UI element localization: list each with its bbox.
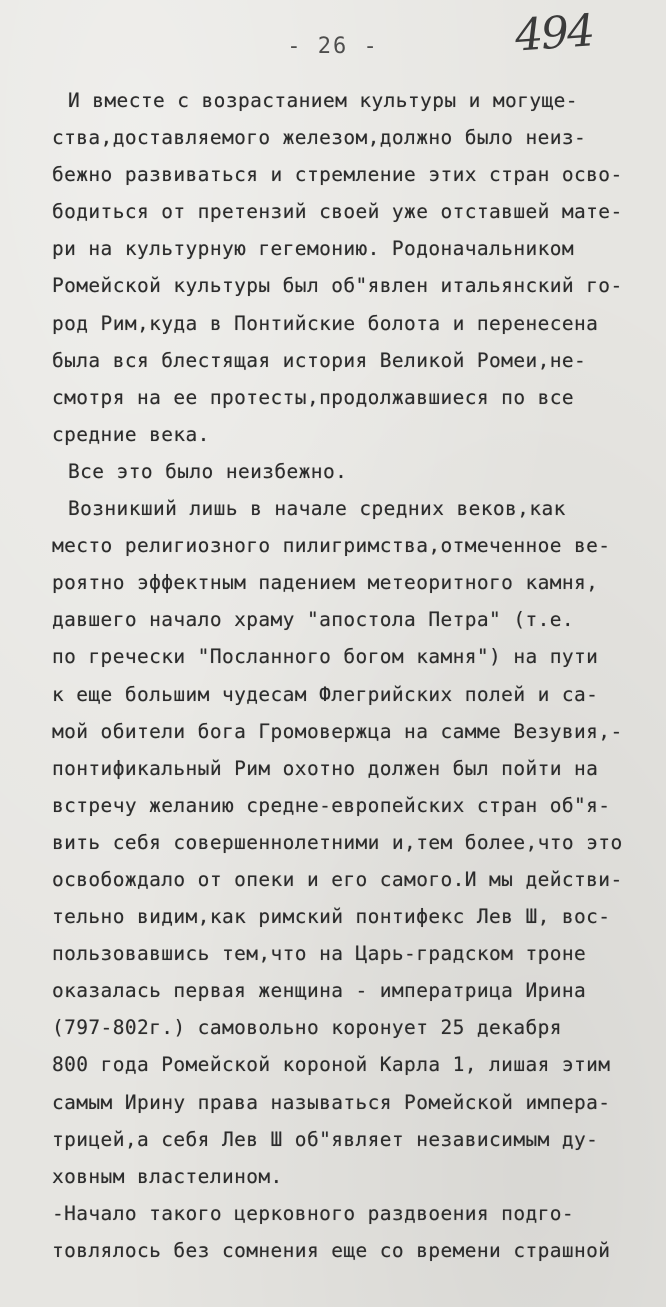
text-line: давшего начало храму "апостола Петра" (т.е. [52,608,575,632]
text-line: место религиозного пилигримства,отмеченное ве- [52,534,611,558]
text-line: оказалась первая женщина - императрица Ирина [52,979,587,1003]
text-line: бежно развиваться и стремление этих стран осво- [52,163,623,187]
text-line: Возникший лишь в начале средних веков,как [68,497,566,521]
text-line: понтификальный Рим охотно должен был пойти на [52,756,599,780]
text-line: пользовавшись тем,что на Царь-градском троне [52,942,587,966]
text-line: трицей,а себя Лев Ш об"являет независимым ду- [52,1127,599,1151]
text-line: бодиться от претензий своей уже отставшей мате- [52,200,623,224]
text-line: мой обители бога Громовержца на самме Везувия,- [52,719,623,743]
page-number: - 26 - [287,34,379,59]
text-line: род Рим,куда в Понтийские болота и перенесена [52,311,599,335]
text-line: Все это было неизбежно. [68,459,348,483]
text-line: вить себя совершеннолетними и,тем более,что это [52,830,623,854]
text-line: освобождало от опеки и его самого.И мы действи- [52,867,623,891]
handwritten-archive-number: 494 [513,5,595,62]
text-line: ства,доставляемого железом,должно было неиз- [52,126,587,150]
body-text [52,82,652,1269]
text-line: (797-802г.) самовольно коронует 25 декабря [52,1016,562,1040]
text-line: товлялось без сомнения еще со времени страшной [52,1238,611,1262]
text-line: к еще большим чудесам Флегрийских полей и са- [52,682,599,706]
text-line: тельно видим,как римский понтифекс Лев Ш, вос- [52,905,611,929]
text-line: 800 года Ромейской короной Карла 1, лишая этим [52,1053,611,1077]
text-line: смотря на ее протесты,продолжавшиеся по все [52,385,575,409]
text-line: -Начало такого церковного раздвоения подго- [52,1201,575,1225]
text-line: ховным властелином. [52,1164,283,1188]
text-line: Ромейской культуры был об"явлен итальянский го- [52,274,623,298]
text-line: по гречески "Посланного богом камня") на пути [52,645,599,669]
text-line: самым Ирину права называться Ромейской импера- [52,1090,611,1114]
text-line: средние века. [52,422,210,446]
text-line: ри на культурную гегемонию. Родоначальником [52,237,575,261]
text-line: роятно эффектным падением метеоритного камня, [52,571,599,595]
text-line: встречу желанию средне-европейских стран об"я- [52,793,611,817]
text-line: была вся блестящая история Великой Ромеи,не- [52,348,587,372]
text-line: И вместе с возрастанием культуры и могуще- [68,89,578,112]
